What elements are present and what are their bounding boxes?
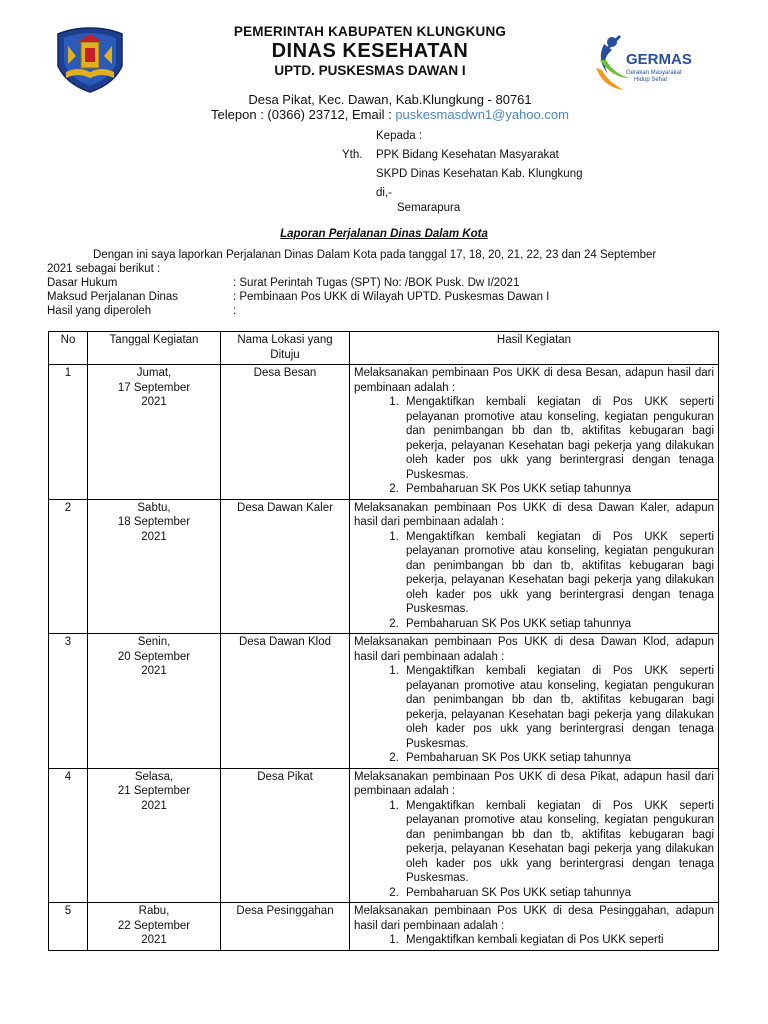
letterhead [130, 24, 610, 80]
row-no: 3 [49, 634, 88, 769]
letterhead-agency: DINAS KESEHATAN [271, 40, 469, 62]
result-item: 1. Mengaktifkan kembali kegiatan di Pos UKK seperti pelayanan promotive atau konseling, kegiatan pengukuran dan penimbangan bb dan tb, aktifitas kebugaran bagi pekerja, pelayanan Kesehatan bagi pekerja yang dilakukan oleh kader pos ukk yang berintergrasi dengan tenaga Puskesmas. [402, 799, 714, 886]
table-row [49, 903, 719, 951]
field-label: Maksud Perjalanan Dinas [47, 291, 179, 303]
row-location: Desa Pikat [221, 768, 350, 903]
row-date [88, 634, 221, 769]
row-result [350, 499, 719, 634]
result-item: 1. Mengaktifkan kembali kegiatan di Pos UKK seperti [402, 933, 714, 948]
row-result [350, 365, 719, 500]
row-year: 2021 [141, 665, 167, 677]
result-item: 1. Mengaktifkan kembali kegiatan di Pos UKK seperti pelayanan promotive atau konseling, kegiatan pengukuran dan penimbangan bb dan tb, aktifitas kebugaran bagi pekerja, pelayanan Kesehatan bagi pekerja yang dilakukan oleh kader pos ukk yang berintergrasi dengan tenaga Puskesmas. [402, 395, 714, 482]
row-date [88, 903, 221, 951]
table-row [49, 365, 719, 500]
row-day: Jumat, [136, 367, 172, 379]
field-dasar-hukum [47, 276, 727, 290]
result-item: 2. Pembaharuan SK Pos UKK setiap tahunnya [402, 617, 714, 632]
klungkung-regency-logo [52, 26, 128, 94]
germas-logo-sub2: Hidup Sehat [634, 77, 668, 83]
row-day: Senin, [137, 636, 171, 648]
row-location: Desa Dawan Kaler [221, 499, 350, 634]
row-location: Desa Pesinggahan [221, 903, 350, 951]
kepada-recipient-1: PPK Bidang Kesehatan Masyarakat [376, 149, 559, 161]
result-item: 1. Mengaktifkan kembali kegiatan di Pos UKK seperti pelayanan promotive atau konseling, kegiatan pengukuran dan penimbangan bb dan tb, aktifitas kebugaran bagi pekerja, pelayanan Kesehatan bagi pekerja yang dilakukan oleh kader pos ukk yang berintergrasi dengan tenaga Puskesmas. [402, 664, 714, 751]
row-day: Sabtu, [137, 501, 171, 514]
email-link[interactable]: puskesmasdwn1@yahoo.com [395, 107, 569, 122]
row-date [88, 768, 221, 903]
result-intro: Melaksanakan pembinaan Pos UKK di desa Pikat, adapun hasil dari pembinaan adalah : [354, 770, 714, 797]
letterhead-contact [150, 107, 630, 122]
kepada-di: di,- [376, 187, 392, 199]
row-date [88, 365, 221, 500]
result-item: 2. Pembaharuan SK Pos UKK setiap tahunnya [402, 482, 714, 497]
result-item: 2. Pembaharuan SK Pos UKK setiap tahunnya [402, 751, 714, 766]
header-no: No [49, 332, 88, 365]
report-title: Laporan Perjalanan Dinas Dalam Kota [280, 228, 488, 240]
row-year: 2021 [141, 396, 167, 408]
header-hasil: Hasil Kegiatan [350, 332, 719, 365]
field-label: Hasil yang diperoleh [47, 305, 152, 317]
activity-table [48, 331, 719, 951]
report-intro: Dengan ini saya laporkan Perjalanan Dinas Dalam Kota pada tanggal 17, 18, 20, 21, 22, 23 dan 24 September 2021 sebagai berikut : [47, 249, 657, 275]
field-label: Dasar Hukum [47, 277, 118, 289]
row-date-text: 21 September [117, 785, 191, 797]
kepada-recipient-2: SKPD Dinas Kesehatan Kab. Klungkung [376, 168, 583, 180]
row-day: Rabu, [138, 905, 170, 917]
row-day: Selasa, [134, 770, 174, 783]
letterhead-address: Desa Pikat, Kec. Dawan, Kab.Klungkung - 80761 [248, 92, 532, 107]
result-intro: Melaksanakan pembinaan Pos UKK di desa Dawan Klod, adapun hasil dari pembinaan adalah : [354, 636, 714, 663]
table-header-row [49, 332, 719, 365]
row-no: 1 [49, 365, 88, 500]
field-hasil [47, 304, 727, 318]
germas-logo [590, 30, 700, 96]
letterhead-phone: Telepon : (0366) 23712, Email : [211, 107, 396, 122]
row-year: 2021 [141, 934, 167, 946]
row-date-text: 20 September [117, 650, 191, 663]
kepada-city: Semarapura [397, 202, 461, 214]
table-row [49, 634, 719, 769]
field-value: : Surat Perintah Tugas (SPT) No: /BOK Pusk. Dw I/2021 [233, 277, 520, 289]
result-item: 1. Mengaktifkan kembali kegiatan di Pos UKK seperti pelayanan promotive atau konseling, kegiatan pengukuran dan penimbangan bb dan tb, aktifitas kebugaran bagi pekerja, pelayanan Kesehatan bagi pekerja yang dilakukan oleh kader pos ukk yang berintergrasi dengan tenaga Puskesmas. [402, 530, 714, 617]
letterhead-government: PEMERINTAH KABUPATEN KLUNGKUNG [233, 24, 507, 39]
row-location: Desa Dawan Klod [221, 634, 350, 769]
row-date-text: 17 September [117, 381, 191, 394]
row-date-text: 22 September [117, 919, 191, 932]
row-result [350, 634, 719, 769]
kepada-label: Kepada : [376, 130, 423, 142]
row-no: 4 [49, 768, 88, 903]
row-location: Desa Besan [221, 365, 350, 500]
row-year: 2021 [141, 530, 167, 543]
kepada-yth: Yth. [342, 149, 363, 161]
letterhead-unit: UPTD. PUSKESMAS DAWAN I [274, 63, 466, 78]
row-no: 2 [49, 499, 88, 634]
field-maksud [47, 290, 727, 304]
row-result [350, 768, 719, 903]
letterhead-address-block [150, 92, 630, 122]
field-value: : [233, 305, 237, 317]
row-date [88, 499, 221, 634]
table-row [49, 499, 719, 634]
table-row [49, 768, 719, 903]
result-item: 2. Pembaharuan SK Pos UKK setiap tahunnya [402, 886, 714, 901]
row-date-text: 18 September [117, 516, 191, 528]
row-no: 5 [49, 903, 88, 951]
result-intro: Melaksanakan pembinaan Pos UKK di desa Pesinggahan, adapun hasil dari pembinaan adalah : [354, 905, 714, 932]
row-result [350, 903, 719, 951]
field-value: : Pembinaan Pos UKK di Wilayah UPTD. Puskesmas Dawan I [233, 291, 550, 303]
germas-logo-sub1: Gerakan Masyarakat [626, 70, 682, 76]
result-intro: Melaksanakan pembinaan Pos UKK di desa Dawan Kaler, adapun hasil dari pembinaan adalah : [354, 501, 714, 528]
header-tanggal: Tanggal Kegiatan [88, 332, 221, 365]
header-lokasi: Nama Lokasi yang Dituju [221, 332, 350, 365]
result-intro: Melaksanakan pembinaan Pos UKK di desa Besan, adapun hasil dari pembinaan adalah : [354, 367, 714, 394]
row-year: 2021 [141, 799, 167, 812]
germas-logo-text: GERMAS [626, 51, 692, 68]
